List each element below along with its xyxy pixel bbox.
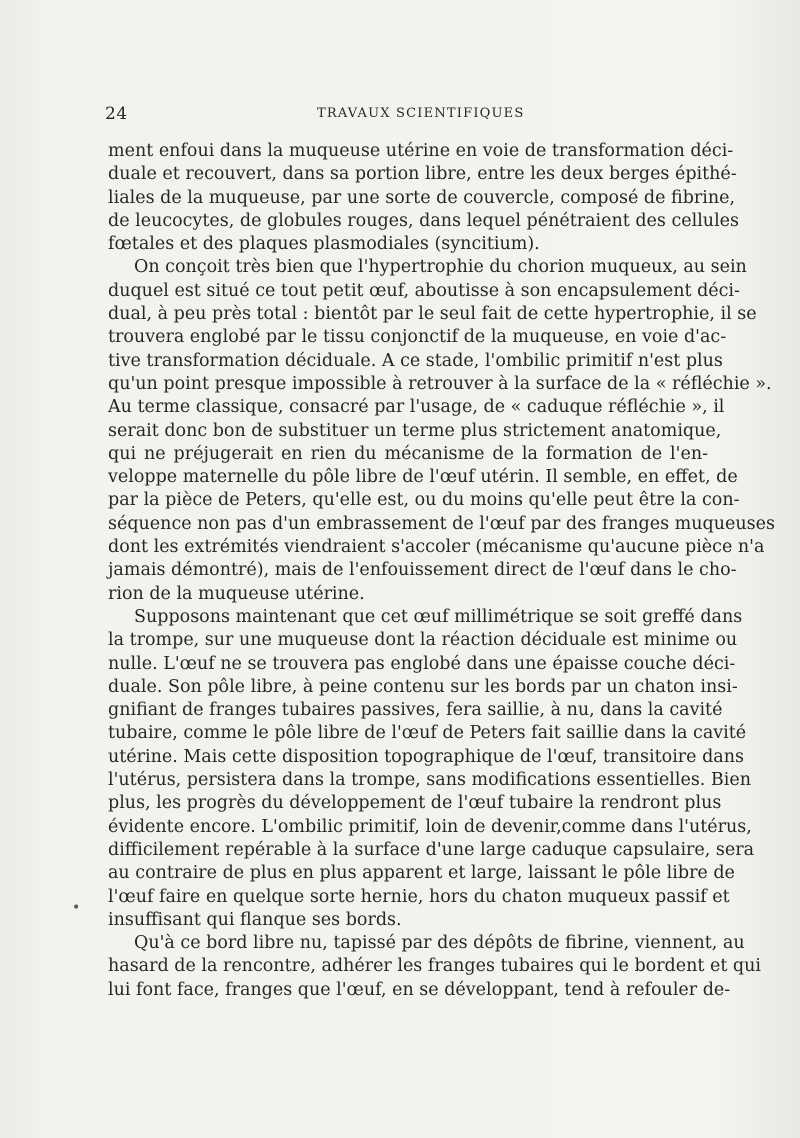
page-number: 24 bbox=[105, 104, 128, 124]
text-line: trouvera englobé par le tissu conjonctif de la muqueuse, en voie d'ac- bbox=[108, 327, 727, 348]
text-line: qu'un point presque impossible à retrouver à la surface de la « réfléchie ». bbox=[108, 373, 772, 394]
text-line: ment enfoui dans la muqueuse utérine en voie de transformation déci- bbox=[108, 141, 734, 161]
text-line: qui ne préjugerait en rien du mécanisme de la formation de l'en- bbox=[108, 443, 708, 464]
body-text bbox=[108, 140, 775, 1002]
text-line: Qu'à ce bord libre nu, tapissé par des dépôts de fibrine, viennent, au bbox=[134, 933, 745, 954]
paragraph bbox=[108, 932, 762, 1002]
text-line: lui font face, franges que l'œuf, en se développant, tend à refouler de- bbox=[108, 979, 731, 1000]
text-line: difficilement repérable à la surface d'une large caduque capsulaire, sera bbox=[108, 839, 755, 860]
text-line: Supposons maintenant que cet œuf millimétrique se soit greffé dans bbox=[134, 606, 743, 627]
text-line: serait donc bon de substituer un terme plus strictement anatomique, bbox=[108, 420, 722, 441]
text-line: évidente encore. L'ombilic primitif, loin de devenir,comme dans l'utérus, bbox=[108, 816, 752, 837]
text-line: gnifiant de franges tubaires passives, fera saillie, à nu, dans la cavité bbox=[108, 700, 723, 721]
text-line: la trompe, sur une muqueuse dont la réaction déciduale est minime ou bbox=[108, 630, 738, 651]
text-line: dual, à peu près total : bientôt par le seul fait de cette hypertrophie, il se bbox=[108, 304, 757, 325]
running-title: TRAVAUX SCIENTIFIQUES bbox=[317, 106, 525, 121]
text-line: plus, les progrès du développement de l'œuf tubaire la rendront plus bbox=[108, 793, 722, 814]
text-line: liales de la muqueuse, par une sorte de couvercle, composé de fibrine, bbox=[108, 187, 736, 208]
text-line: jamais démontré), mais de l'enfouissement direct de l'œuf dans le cho- bbox=[108, 560, 737, 581]
text-line: nulle. L'œuf ne se trouvera pas englobé dans une épaisse couche déci- bbox=[108, 653, 736, 674]
text-line: de leucocytes, de globules rouges, dans lequel pénétraient des cellules bbox=[108, 210, 740, 231]
text-line: au contraire de plus en plus apparent et large, laissant le pôle libre de bbox=[108, 863, 735, 884]
text-line: par la pièce de Peters, qu'elle est, ou du moins qu'elle peut être la con- bbox=[108, 490, 740, 511]
text-line: l'œuf faire en quelque sorte hernie, hors du chaton muqueux passif et bbox=[108, 886, 730, 907]
text-line: duale. Son pôle libre, à peine contenu sur les bords par un chaton insi- bbox=[108, 676, 738, 697]
text-line: l'utérus, persistera dans la trompe, sans modifications essentielles. Bien bbox=[108, 770, 752, 791]
text-line: duquel est situé ce tout petit œuf, aboutisse à son encapsulement déci- bbox=[108, 280, 740, 301]
paragraph bbox=[108, 140, 740, 256]
paragraph bbox=[108, 256, 775, 605]
text-line: Au terme classique, consacré par l'usage, de « caduque réfléchie », il bbox=[108, 397, 725, 418]
running-head bbox=[105, 104, 710, 126]
text-line: duale et recouvert, dans sa portion libre, entre les deux berges épithé- bbox=[108, 164, 737, 185]
text-line: On conçoit très bien que l'hypertrophie du chorion muqueux, au sein bbox=[134, 257, 747, 278]
text-line: tubaire, comme le pôle libre de l'œuf de Peters fait saillie dans la cavité bbox=[108, 723, 747, 744]
text-line: hasard de la rencontre, adhérer les franges tubaires qui le bordent et qui bbox=[108, 956, 762, 977]
paragraph bbox=[108, 606, 755, 932]
text-line: fœtales et des plaques plasmodiales (syncitium). bbox=[108, 234, 540, 255]
text-line: utérine. Mais cette disposition topographique de l'œuf, transitoire dans bbox=[108, 746, 744, 767]
text-line: rion de la muqueuse utérine. bbox=[108, 583, 365, 604]
text-line: tive transformation déciduale. A ce stade, l'ombilic primitif n'est plus bbox=[108, 350, 723, 371]
text-line: veloppe maternelle du pôle libre de l'œuf utérin. Il semble, en effet, de bbox=[108, 467, 738, 488]
margin-mark: • bbox=[72, 900, 81, 916]
text-line: insuffisant qui flanque ses bords. bbox=[108, 909, 402, 930]
text-line: séquence non pas d'un embrassement de l'œuf par des franges muqueuses bbox=[108, 513, 775, 534]
text-line: dont les extrémités viendraient s'accoler (mécanisme qu'aucune pièce n'a bbox=[108, 537, 765, 558]
